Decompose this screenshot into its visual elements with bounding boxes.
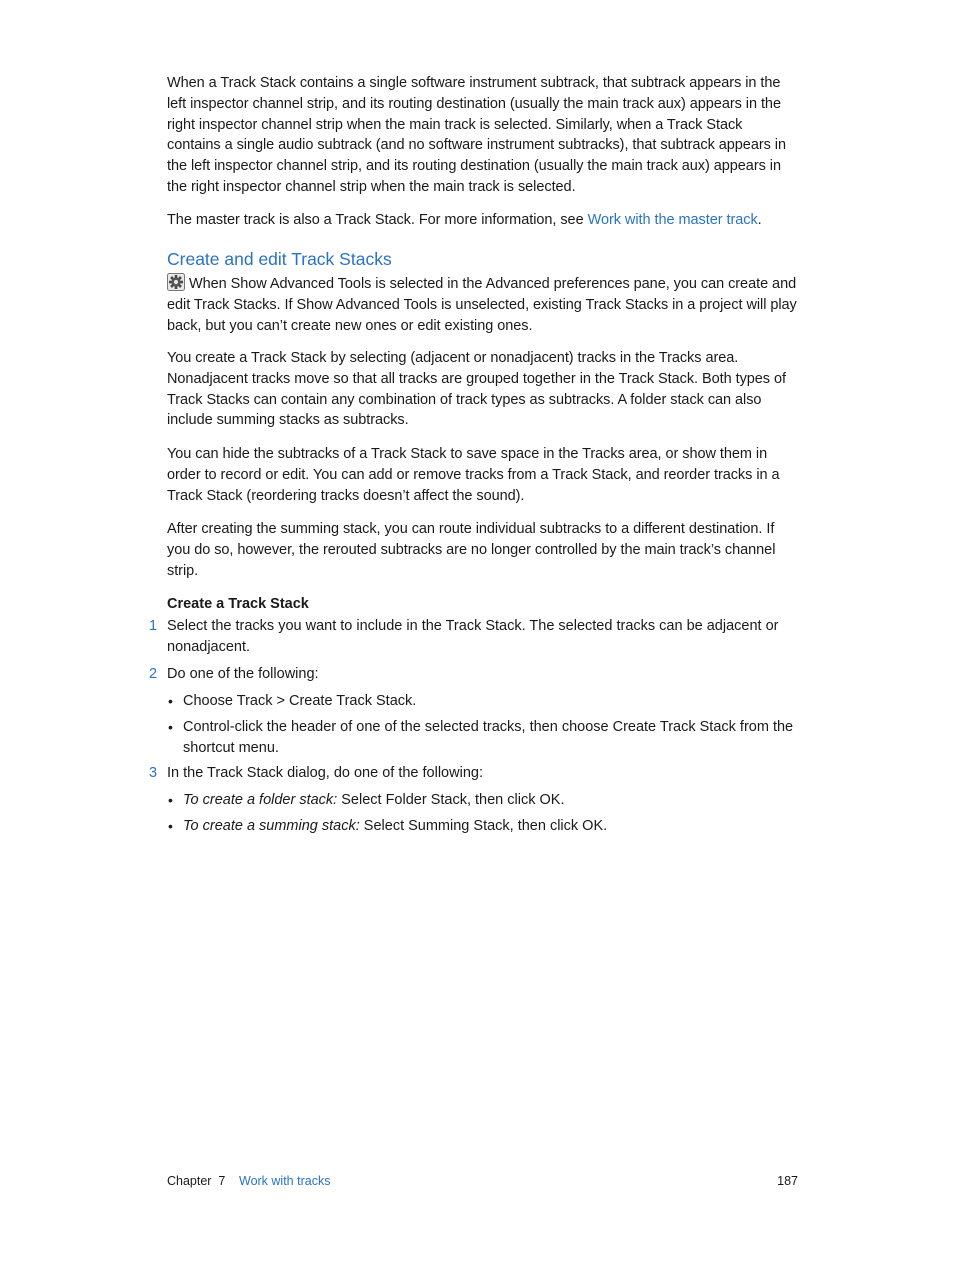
step-number: 3	[149, 765, 158, 781]
bullet-marker: •	[168, 818, 173, 834]
bullet-marker: •	[168, 693, 173, 709]
bullet-body: Select Summing Stack, then click OK.	[359, 818, 608, 834]
bullet-text: Control-click the header of one of the selected tracks, then choose Create Track Stack from the shortcut menu.	[183, 719, 794, 756]
bullet-marker: •	[168, 792, 173, 808]
section-paragraph-2: You can hide the subtracks of a Track Stack to save space in the Tracks area, or show them in order to record or edit. You can add or remove tracks from a Track Stack, and reorder tracks in a Track Stack (reordering tracks doesn’t affect the sound).	[167, 446, 780, 504]
bullet-marker: •	[168, 719, 173, 735]
bullet-text	[183, 790, 803, 811]
master-track-link[interactable]: Work with the master track	[587, 212, 758, 228]
intro-paragraph-2-end: .	[757, 212, 762, 228]
intro-paragraph-2-text: The master track is also a Track Stack. For more information, see	[167, 212, 588, 228]
advanced-tools-note	[167, 273, 799, 336]
section-paragraph-1: You create a Track Stack by selecting (adjacent or nonadjacent) tracks in the Tracks area. Nonadjacent tracks move so that all tracks are grouped together in the Track Stack. Both types of Track Stacks can contain any combination of track types as subtracks. A folder stack can also include summing stacks as subtracks.	[167, 350, 786, 429]
step-text: Select the tracks you want to include in the Track Stack. The selected tracks can be adjacent or nonadjacent.	[167, 618, 779, 655]
bullet-emphasis: To create a folder stack:	[183, 792, 338, 808]
bullet-emphasis: To create a summing stack:	[183, 818, 360, 834]
footer-page-number: 187	[777, 1174, 798, 1188]
intro-paragraph-2	[167, 210, 799, 231]
step-text: In the Track Stack dialog, do one of the following:	[167, 765, 483, 781]
section-paragraph-3: After creating the summing stack, you can route individual subtracks to a different destination. If you do so, however, the rerouted subtracks are no longer controlled by the main track’s channel strip.	[167, 521, 776, 579]
bullet-body: Select Folder Stack, then click OK.	[337, 792, 565, 808]
footer-chapter-link[interactable]: Work with tracks	[239, 1174, 331, 1188]
step-number: 1	[149, 618, 158, 634]
bullet-text	[183, 816, 803, 837]
advanced-gear-icon	[167, 273, 185, 291]
footer-chapter: Chapter 7	[167, 1174, 226, 1188]
task-title: Create a Track Stack	[167, 596, 309, 612]
bullet-text: Choose Track > Create Track Stack.	[183, 693, 417, 709]
section-heading: Create and edit Track Stacks	[167, 249, 392, 269]
advanced-tools-note-text: When Show Advanced Tools is selected in the Advanced preferences pane, you can create and edit Track Stacks. If Show Advanced Tools is unselected, existing Track Stacks in a project will play back, but you can’t create new ones or edit existing ones.	[167, 276, 797, 334]
step-text: Do one of the following:	[167, 666, 319, 682]
step-number: 2	[149, 666, 158, 682]
intro-paragraph-1: When a Track Stack contains a single software instrument subtrack, that subtrack appears in the left inspector channel strip, and its routing destination (usually the main track aux) appears in the right inspector channel strip when the main track is selected. Similarly, when a Track Stack contains a single audio subtrack (and no software instrument subtracks), that subtrack appears in the left inspector channel strip, and its routing destination (usually the main track aux) appears in the right inspector channel strip when the main track is selected.	[167, 75, 786, 195]
